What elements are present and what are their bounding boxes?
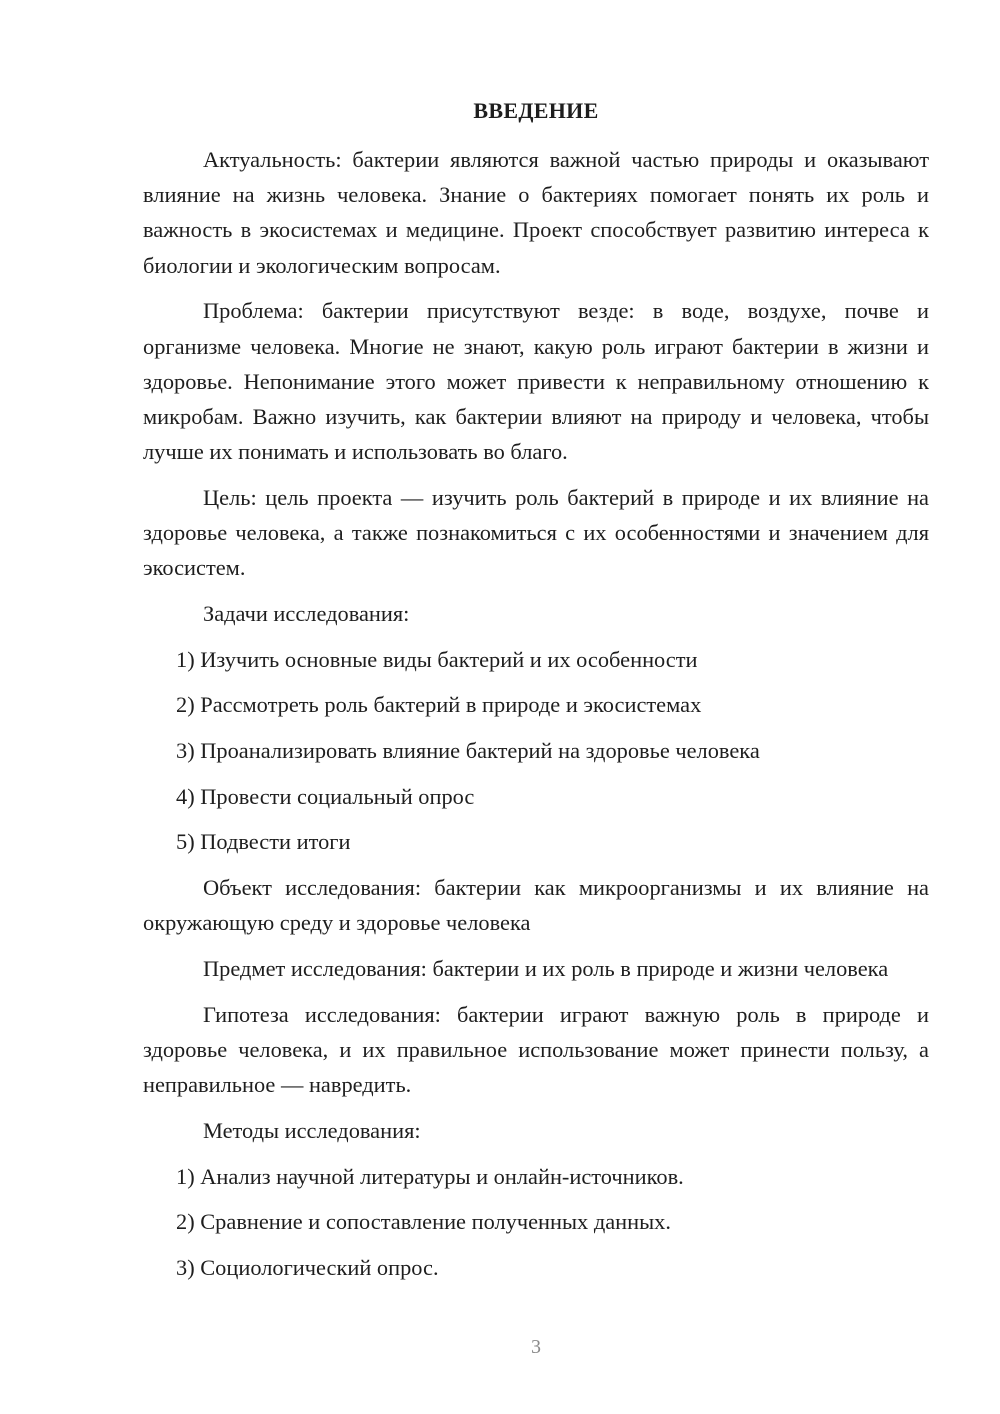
task-item: 2) Рассмотреть роль бактерий в природе и экосистемах xyxy=(176,692,702,718)
page-number: 3 xyxy=(531,1336,541,1358)
goal-paragraph: Цель: цель проекта — изучить роль бактерий в природе и их влияние на здоровье человека, а также познакомиться с их особенностями и значением для экосистем. xyxy=(143,484,929,581)
hypothesis-paragraph: Гипотеза исследования: бактерии играют важную роль в природе и здоровье человека, и их правильное использование может принести пользу, а неправильное — навредить. xyxy=(143,1001,929,1098)
section-heading: ВВЕДЕНИЕ xyxy=(473,98,599,123)
relevance-paragraph: Актуальность: бактерии являются важной частью природы и оказывают влияние на жизнь человека. Знание о бактериях помогает понять их роль и важность в экосистемах и медицине. Проект способствует развитию интереса к биологии и экологическим вопросам. xyxy=(143,147,929,278)
task-item: 5) Подвести итоги xyxy=(176,829,351,855)
task-item: 3) Проанализировать влияние бактерий на здоровье человека xyxy=(176,738,760,764)
subject-paragraph: Предмет исследования: бактерии и их роль в природе и жизни человека xyxy=(203,956,889,982)
methods-title: Методы исследования: xyxy=(203,1117,421,1143)
task-item: 4) Провести социальный опрос xyxy=(176,783,475,809)
method-item: 3) Социологический опрос. xyxy=(176,1254,439,1280)
tasks-title: Задачи исследования: xyxy=(203,600,410,626)
object-paragraph: Объект исследования: бактерии как микроорганизмы и их влияние на окружающую среду и здоровье человека xyxy=(143,875,929,936)
problem-paragraph: Проблема: бактерии присутствуют везде: в воде, воздухе, почве и организме человека. Многие не знают, какую роль играют бактерии в жизни и здоровье. Непонимание этого может привести к неправильному отношению к микробам. Важно изучить, как бактерии влияют на природу и человека, чтобы лучше их понимать и использовать во благо. xyxy=(143,298,929,465)
method-item: 1) Анализ научной литературы и онлайн-источников. xyxy=(176,1163,684,1189)
document-body xyxy=(143,142,929,1296)
method-item: 2) Сравнение и сопоставление полученных данных. xyxy=(176,1209,671,1235)
task-item: 1) Изучить основные виды бактерий и их особенности xyxy=(176,646,698,672)
